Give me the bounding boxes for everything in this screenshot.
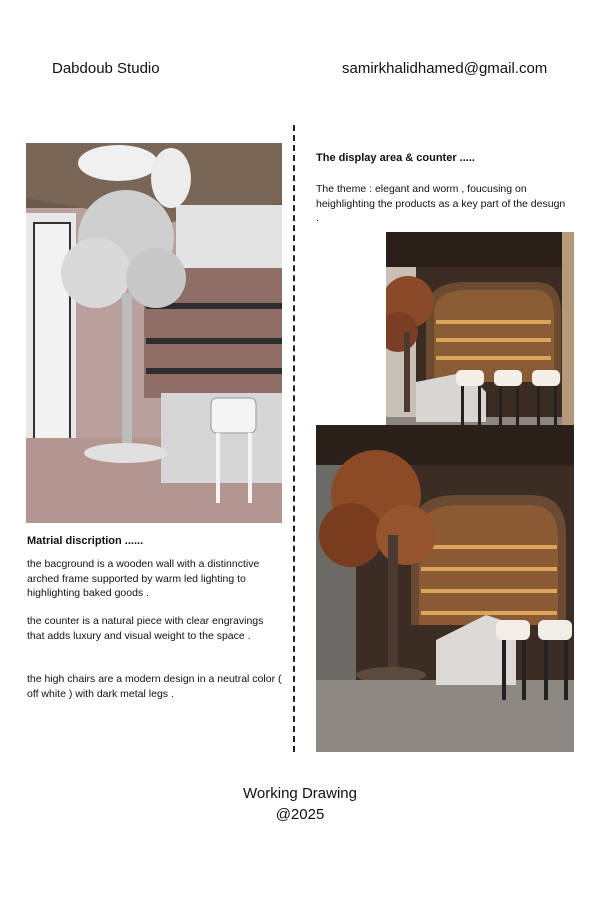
footer-year: @2025 (275, 806, 325, 823)
dashed-divider (293, 125, 295, 752)
material-paragraph-3: the high chairs are a modern design in a neutral color ( off white ) with dark metal legs . (27, 673, 282, 700)
material-title: Matrial discription ...... (27, 535, 144, 547)
contact-email: samirkhalidhamed@gmail.com (342, 60, 548, 77)
sketch-render-image (26, 143, 282, 523)
render-image-bottom (316, 425, 574, 752)
material-paragraph-2: the counter is a natural piece with clear engravings that adds luxury and visual weight to the space . (27, 615, 264, 642)
theme-text: The theme : elegant and worm , foucusing on heighlighting the products as a key part of the desugn . (316, 183, 566, 224)
footer-working-drawing: Working Drawing (243, 785, 357, 802)
display-title: The display area & counter ..... (316, 152, 475, 164)
studio-name: Dabdoub Studio (52, 60, 160, 77)
material-paragraph-1: the bacground is a wooden wall with a distinnctive arched frame supported by warm led lighting to highlighting baked goods . (27, 558, 260, 599)
